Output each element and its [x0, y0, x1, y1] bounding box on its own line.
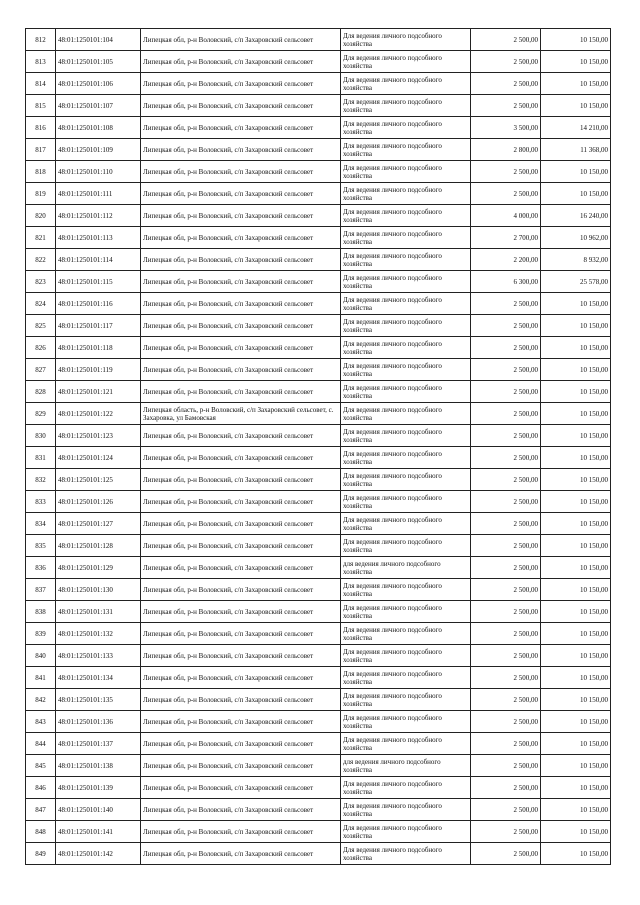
table-row [26, 161, 611, 183]
cadastral-value-cell: 10 150,00 [541, 403, 611, 425]
area-cell: 2 500,00 [471, 447, 541, 469]
permitted-use-cell: Для ведения личного подсобного хозяйства [341, 183, 471, 205]
address-cell: Липецкая обл, р-н Воловский, с/п Захаровский сельсовет [141, 249, 341, 271]
cadastral-value-cell: 10 150,00 [541, 315, 611, 337]
row-number-cell: 841 [26, 667, 56, 689]
area-cell: 2 500,00 [471, 95, 541, 117]
cadastral-number-cell: 48:01:1250101:141 [56, 821, 141, 843]
address-cell: Липецкая обл, р-н Воловский, с/п Захаровский сельсовет [141, 29, 341, 51]
cadastral-number-cell: 48:01:1250101:135 [56, 689, 141, 711]
cadastral-value-cell: 10 150,00 [541, 161, 611, 183]
permitted-use-cell: Для ведения личного подсобного хозяйства [341, 381, 471, 403]
cadastral-number-cell: 48:01:1250101:117 [56, 315, 141, 337]
table-row [26, 469, 611, 491]
cadastral-number-cell: 48:01:1250101:128 [56, 535, 141, 557]
address-cell: Липецкая обл, р-н Воловский, с/п Захаровский сельсовет [141, 205, 341, 227]
cadastral-value-cell: 10 150,00 [541, 711, 611, 733]
area-cell: 2 500,00 [471, 821, 541, 843]
permitted-use-cell: Для ведения личного подсобного хозяйства [341, 579, 471, 601]
cadastral-value-cell: 10 150,00 [541, 359, 611, 381]
permitted-use-cell: Для ведения личного подсобного хозяйства [341, 227, 471, 249]
row-number-cell: 833 [26, 491, 56, 513]
table-row [26, 491, 611, 513]
area-cell: 2 500,00 [471, 843, 541, 865]
permitted-use-cell: Для ведения личного подсобного хозяйства [341, 271, 471, 293]
address-cell: Липецкая обл, р-н Воловский, с/п Захаровский сельсовет [141, 337, 341, 359]
table-row [26, 843, 611, 865]
row-number-cell: 828 [26, 381, 56, 403]
area-cell: 2 500,00 [471, 535, 541, 557]
permitted-use-cell: Для ведения личного подсобного хозяйства [341, 117, 471, 139]
document-page [25, 28, 610, 865]
address-cell: Липецкая обл, р-н Воловский, с/п Захаровский сельсовет [141, 381, 341, 403]
permitted-use-cell: Для ведения личного подсобного хозяйства [341, 447, 471, 469]
table-row [26, 821, 611, 843]
cadastral-value-cell: 10 150,00 [541, 293, 611, 315]
cadastral-number-cell: 48:01:1250101:114 [56, 249, 141, 271]
permitted-use-cell: Для ведения личного подсобного хозяйства [341, 51, 471, 73]
table-row [26, 271, 611, 293]
permitted-use-cell: Для ведения личного подсобного хозяйства [341, 249, 471, 271]
table-row [26, 139, 611, 161]
table-row [26, 535, 611, 557]
table-row [26, 733, 611, 755]
area-cell: 2 500,00 [471, 337, 541, 359]
table-row [26, 337, 611, 359]
cadastral-number-cell: 48:01:1250101:131 [56, 601, 141, 623]
address-cell: Липецкая обл, р-н Воловский, с/п Захаровский сельсовет [141, 733, 341, 755]
cadastral-value-cell: 10 150,00 [541, 337, 611, 359]
table-row [26, 293, 611, 315]
area-cell: 2 500,00 [471, 513, 541, 535]
permitted-use-cell: Для ведения личного подсобного хозяйства [341, 29, 471, 51]
table-row [26, 601, 611, 623]
permitted-use-cell: Для ведения личного подсобного хозяйства [341, 821, 471, 843]
table-row [26, 645, 611, 667]
area-cell: 2 500,00 [471, 73, 541, 95]
address-cell: Липецкая обл, р-н Воловский, с/п Захаровский сельсовет [141, 315, 341, 337]
cadastral-value-cell: 10 150,00 [541, 513, 611, 535]
row-number-cell: 825 [26, 315, 56, 337]
cadastral-value-cell: 10 150,00 [541, 425, 611, 447]
permitted-use-cell: для ведения личного подсобного хозяйства [341, 755, 471, 777]
row-number-cell: 838 [26, 601, 56, 623]
permitted-use-cell: Для ведения личного подсобного хозяйства [341, 535, 471, 557]
address-cell: Липецкая обл, р-н Воловский, с/п Захаровский сельсовет [141, 293, 341, 315]
cadastral-value-cell: 10 150,00 [541, 667, 611, 689]
row-number-cell: 834 [26, 513, 56, 535]
table-row [26, 711, 611, 733]
cadastral-number-cell: 48:01:1250101:108 [56, 117, 141, 139]
row-number-cell: 826 [26, 337, 56, 359]
address-cell: Липецкая обл, р-н Воловский, с/п Захаровский сельсовет [141, 183, 341, 205]
address-cell: Липецкая обл, р-н Воловский, с/п Захаровский сельсовет [141, 623, 341, 645]
area-cell: 2 500,00 [471, 51, 541, 73]
permitted-use-cell: Для ведения личного подсобного хозяйства [341, 205, 471, 227]
permitted-use-cell: Для ведения личного подсобного хозяйства [341, 359, 471, 381]
permitted-use-cell: Для ведения личного подсобного хозяйства [341, 293, 471, 315]
row-number-cell: 816 [26, 117, 56, 139]
table-row [26, 29, 611, 51]
table-row [26, 755, 611, 777]
cadastral-value-cell: 8 932,00 [541, 249, 611, 271]
area-cell: 2 500,00 [471, 29, 541, 51]
cadastral-number-cell: 48:01:1250101:134 [56, 667, 141, 689]
address-cell: Липецкая обл, р-н Воловский, с/п Захаровский сельсовет [141, 799, 341, 821]
row-number-cell: 845 [26, 755, 56, 777]
land-plots-table [25, 28, 611, 865]
cadastral-value-cell: 10 150,00 [541, 447, 611, 469]
table-row [26, 51, 611, 73]
cadastral-number-cell: 48:01:1250101:116 [56, 293, 141, 315]
permitted-use-cell: Для ведения личного подсобного хозяйства [341, 73, 471, 95]
address-cell: Липецкая обл, р-н Воловский, с/п Захаровский сельсовет [141, 843, 341, 865]
address-cell: Липецкая обл, р-н Воловский, с/п Захаровский сельсовет [141, 95, 341, 117]
table-row [26, 557, 611, 579]
address-cell: Липецкая обл, р-н Воловский, с/п Захаровский сельсовет [141, 359, 341, 381]
table-row [26, 447, 611, 469]
row-number-cell: 849 [26, 843, 56, 865]
cadastral-value-cell: 10 150,00 [541, 645, 611, 667]
area-cell: 2 500,00 [471, 315, 541, 337]
row-number-cell: 832 [26, 469, 56, 491]
cadastral-number-cell: 48:01:1250101:112 [56, 205, 141, 227]
address-cell: Липецкая обл, р-н Воловский, с/п Захаровский сельсовет [141, 821, 341, 843]
table-row [26, 777, 611, 799]
row-number-cell: 818 [26, 161, 56, 183]
row-number-cell: 824 [26, 293, 56, 315]
row-number-cell: 835 [26, 535, 56, 557]
table-row [26, 513, 611, 535]
cadastral-value-cell: 10 150,00 [541, 535, 611, 557]
permitted-use-cell: Для ведения личного подсобного хозяйства [341, 711, 471, 733]
cadastral-number-cell: 48:01:1250101:119 [56, 359, 141, 381]
address-cell: Липецкая обл, р-н Воловский, с/п Захаровский сельсовет [141, 689, 341, 711]
permitted-use-cell: Для ведения личного подсобного хозяйства [341, 689, 471, 711]
address-cell: Липецкая обл, р-н Воловский, с/п Захаровский сельсовет [141, 557, 341, 579]
area-cell: 2 500,00 [471, 557, 541, 579]
table-row [26, 689, 611, 711]
address-cell: Липецкая обл, р-н Воловский, с/п Захаровский сельсовет [141, 513, 341, 535]
cadastral-value-cell: 10 150,00 [541, 843, 611, 865]
area-cell: 2 500,00 [471, 711, 541, 733]
address-cell: Липецкая обл, р-н Воловский, с/п Захаровский сельсовет [141, 491, 341, 513]
table-row [26, 117, 611, 139]
cadastral-value-cell: 10 150,00 [541, 29, 611, 51]
cadastral-value-cell: 11 368,00 [541, 139, 611, 161]
area-cell: 2 500,00 [471, 601, 541, 623]
permitted-use-cell: Для ведения личного подсобного хозяйства [341, 139, 471, 161]
area-cell: 2 500,00 [471, 755, 541, 777]
address-cell: Липецкая обл, р-н Воловский, с/п Захаровский сельсовет [141, 601, 341, 623]
address-cell: Липецкая область, р-н Воловский, с/п Захаровский сельсовет, с. Захаровка, ул Бамовская [141, 403, 341, 425]
cadastral-number-cell: 48:01:1250101:138 [56, 755, 141, 777]
permitted-use-cell: Для ведения личного подсобного хозяйства [341, 799, 471, 821]
cadastral-value-cell: 10 150,00 [541, 579, 611, 601]
cadastral-value-cell: 10 150,00 [541, 777, 611, 799]
cadastral-number-cell: 48:01:1250101:125 [56, 469, 141, 491]
row-number-cell: 848 [26, 821, 56, 843]
cadastral-value-cell: 10 150,00 [541, 799, 611, 821]
table-row [26, 667, 611, 689]
cadastral-value-cell: 10 150,00 [541, 95, 611, 117]
permitted-use-cell: Для ведения личного подсобного хозяйства [341, 95, 471, 117]
row-number-cell: 846 [26, 777, 56, 799]
area-cell: 2 500,00 [471, 425, 541, 447]
cadastral-value-cell: 10 150,00 [541, 51, 611, 73]
row-number-cell: 843 [26, 711, 56, 733]
permitted-use-cell: Для ведения личного подсобного хозяйства [341, 623, 471, 645]
row-number-cell: 840 [26, 645, 56, 667]
permitted-use-cell: Для ведения личного подсобного хозяйства [341, 843, 471, 865]
address-cell: Липецкая обл, р-н Воловский, с/п Захаровский сельсовет [141, 447, 341, 469]
cadastral-value-cell: 10 150,00 [541, 557, 611, 579]
row-number-cell: 812 [26, 29, 56, 51]
address-cell: Липецкая обл, р-н Воловский, с/п Захаровский сельсовет [141, 117, 341, 139]
area-cell: 2 500,00 [471, 579, 541, 601]
table-row [26, 249, 611, 271]
area-cell: 4 000,00 [471, 205, 541, 227]
address-cell: Липецкая обл, р-н Воловский, с/п Захаровский сельсовет [141, 51, 341, 73]
cadastral-number-cell: 48:01:1250101:110 [56, 161, 141, 183]
cadastral-number-cell: 48:01:1250101:132 [56, 623, 141, 645]
cadastral-number-cell: 48:01:1250101:140 [56, 799, 141, 821]
cadastral-number-cell: 48:01:1250101:129 [56, 557, 141, 579]
area-cell: 2 500,00 [471, 623, 541, 645]
row-number-cell: 842 [26, 689, 56, 711]
cadastral-value-cell: 10 150,00 [541, 689, 611, 711]
table-row [26, 403, 611, 425]
area-cell: 2 500,00 [471, 689, 541, 711]
area-cell: 2 500,00 [471, 183, 541, 205]
address-cell: Липецкая обл, р-н Воловский, с/п Захаровский сельсовет [141, 755, 341, 777]
row-number-cell: 839 [26, 623, 56, 645]
row-number-cell: 814 [26, 73, 56, 95]
cadastral-value-cell: 10 150,00 [541, 623, 611, 645]
area-cell: 6 300,00 [471, 271, 541, 293]
cadastral-number-cell: 48:01:1250101:142 [56, 843, 141, 865]
cadastral-number-cell: 48:01:1250101:126 [56, 491, 141, 513]
table-row [26, 315, 611, 337]
row-number-cell: 820 [26, 205, 56, 227]
cadastral-number-cell: 48:01:1250101:105 [56, 51, 141, 73]
cadastral-value-cell: 10 150,00 [541, 469, 611, 491]
permitted-use-cell: Для ведения личного подсобного хозяйства [341, 337, 471, 359]
cadastral-number-cell: 48:01:1250101:136 [56, 711, 141, 733]
cadastral-number-cell: 48:01:1250101:113 [56, 227, 141, 249]
cadastral-number-cell: 48:01:1250101:104 [56, 29, 141, 51]
cadastral-number-cell: 48:01:1250101:109 [56, 139, 141, 161]
row-number-cell: 823 [26, 271, 56, 293]
row-number-cell: 821 [26, 227, 56, 249]
cadastral-value-cell: 10 150,00 [541, 733, 611, 755]
table-row [26, 183, 611, 205]
table-row [26, 381, 611, 403]
table-row [26, 95, 611, 117]
permitted-use-cell: Для ведения личного подсобного хозяйства [341, 403, 471, 425]
address-cell: Липецкая обл, р-н Воловский, с/п Захаровский сельсовет [141, 271, 341, 293]
area-cell: 2 500,00 [471, 777, 541, 799]
area-cell: 2 800,00 [471, 139, 541, 161]
area-cell: 2 500,00 [471, 469, 541, 491]
row-number-cell: 827 [26, 359, 56, 381]
table-row [26, 227, 611, 249]
table-row [26, 73, 611, 95]
permitted-use-cell: Для ведения личного подсобного хозяйства [341, 777, 471, 799]
row-number-cell: 817 [26, 139, 56, 161]
row-number-cell: 837 [26, 579, 56, 601]
table-row [26, 579, 611, 601]
table-body [26, 29, 611, 865]
address-cell: Липецкая обл, р-н Воловский, с/п Захаровский сельсовет [141, 161, 341, 183]
table-row [26, 623, 611, 645]
cadastral-value-cell: 10 150,00 [541, 183, 611, 205]
area-cell: 3 500,00 [471, 117, 541, 139]
address-cell: Липецкая обл, р-н Воловский, с/п Захаровский сельсовет [141, 711, 341, 733]
cadastral-value-cell: 10 150,00 [541, 755, 611, 777]
area-cell: 2 500,00 [471, 381, 541, 403]
cadastral-number-cell: 48:01:1250101:121 [56, 381, 141, 403]
cadastral-number-cell: 48:01:1250101:137 [56, 733, 141, 755]
row-number-cell: 836 [26, 557, 56, 579]
table-row [26, 359, 611, 381]
row-number-cell: 813 [26, 51, 56, 73]
address-cell: Липецкая обл, р-н Воловский, с/п Захаровский сельсовет [141, 535, 341, 557]
permitted-use-cell: Для ведения личного подсобного хозяйства [341, 469, 471, 491]
address-cell: Липецкая обл, р-н Воловский, с/п Захаровский сельсовет [141, 469, 341, 491]
cadastral-number-cell: 48:01:1250101:123 [56, 425, 141, 447]
address-cell: Липецкая обл, р-н Воловский, с/п Захаровский сельсовет [141, 73, 341, 95]
permitted-use-cell: Для ведения личного подсобного хозяйства [341, 315, 471, 337]
address-cell: Липецкая обл, р-н Воловский, с/п Захаровский сельсовет [141, 579, 341, 601]
permitted-use-cell: Для ведения личного подсобного хозяйства [341, 425, 471, 447]
cadastral-value-cell: 10 150,00 [541, 491, 611, 513]
area-cell: 2 500,00 [471, 491, 541, 513]
address-cell: Липецкая обл, р-н Воловский, с/п Захаровский сельсовет [141, 667, 341, 689]
row-number-cell: 830 [26, 425, 56, 447]
row-number-cell: 831 [26, 447, 56, 469]
permitted-use-cell: Для ведения личного подсобного хозяйства [341, 601, 471, 623]
address-cell: Липецкая обл, р-н Воловский, с/п Захаровский сельсовет [141, 227, 341, 249]
cadastral-number-cell: 48:01:1250101:133 [56, 645, 141, 667]
area-cell: 2 200,00 [471, 249, 541, 271]
permitted-use-cell: Для ведения личного подсобного хозяйства [341, 513, 471, 535]
cadastral-value-cell: 25 578,00 [541, 271, 611, 293]
area-cell: 2 500,00 [471, 161, 541, 183]
area-cell: 2 500,00 [471, 359, 541, 381]
cadastral-number-cell: 48:01:1250101:106 [56, 73, 141, 95]
cadastral-number-cell: 48:01:1250101:118 [56, 337, 141, 359]
cadastral-number-cell: 48:01:1250101:130 [56, 579, 141, 601]
address-cell: Липецкая обл, р-н Воловский, с/п Захаровский сельсовет [141, 777, 341, 799]
row-number-cell: 829 [26, 403, 56, 425]
cadastral-number-cell: 48:01:1250101:139 [56, 777, 141, 799]
permitted-use-cell: Для ведения личного подсобного хозяйства [341, 733, 471, 755]
cadastral-value-cell: 14 210,00 [541, 117, 611, 139]
permitted-use-cell: Для ведения личного подсобного хозяйства [341, 161, 471, 183]
cadastral-number-cell: 48:01:1250101:107 [56, 95, 141, 117]
cadastral-value-cell: 10 150,00 [541, 381, 611, 403]
address-cell: Липецкая обл, р-н Воловский, с/п Захаровский сельсовет [141, 425, 341, 447]
permitted-use-cell: Для ведения личного подсобного хозяйства [341, 491, 471, 513]
address-cell: Липецкая обл, р-н Воловский, с/п Захаровский сельсовет [141, 645, 341, 667]
row-number-cell: 819 [26, 183, 56, 205]
row-number-cell: 815 [26, 95, 56, 117]
area-cell: 2 500,00 [471, 293, 541, 315]
row-number-cell: 822 [26, 249, 56, 271]
cadastral-number-cell: 48:01:1250101:127 [56, 513, 141, 535]
cadastral-number-cell: 48:01:1250101:122 [56, 403, 141, 425]
permitted-use-cell: для ведения личного подсобного хозяйства [341, 557, 471, 579]
cadastral-value-cell: 10 150,00 [541, 73, 611, 95]
cadastral-number-cell: 48:01:1250101:115 [56, 271, 141, 293]
area-cell: 2 500,00 [471, 733, 541, 755]
cadastral-number-cell: 48:01:1250101:124 [56, 447, 141, 469]
area-cell: 2 500,00 [471, 645, 541, 667]
permitted-use-cell: Для ведения личного подсобного хозяйства [341, 645, 471, 667]
row-number-cell: 844 [26, 733, 56, 755]
cadastral-number-cell: 48:01:1250101:111 [56, 183, 141, 205]
cadastral-value-cell: 10 962,00 [541, 227, 611, 249]
cadastral-value-cell: 16 240,00 [541, 205, 611, 227]
address-cell: Липецкая обл, р-н Воловский, с/п Захаровский сельсовет [141, 139, 341, 161]
cadastral-value-cell: 10 150,00 [541, 601, 611, 623]
area-cell: 2 500,00 [471, 667, 541, 689]
permitted-use-cell: Для ведения личного подсобного хозяйства [341, 667, 471, 689]
row-number-cell: 847 [26, 799, 56, 821]
area-cell: 2 700,00 [471, 227, 541, 249]
table-row [26, 799, 611, 821]
area-cell: 2 500,00 [471, 799, 541, 821]
cadastral-value-cell: 10 150,00 [541, 821, 611, 843]
table-row [26, 425, 611, 447]
table-row [26, 205, 611, 227]
area-cell: 2 500,00 [471, 403, 541, 425]
